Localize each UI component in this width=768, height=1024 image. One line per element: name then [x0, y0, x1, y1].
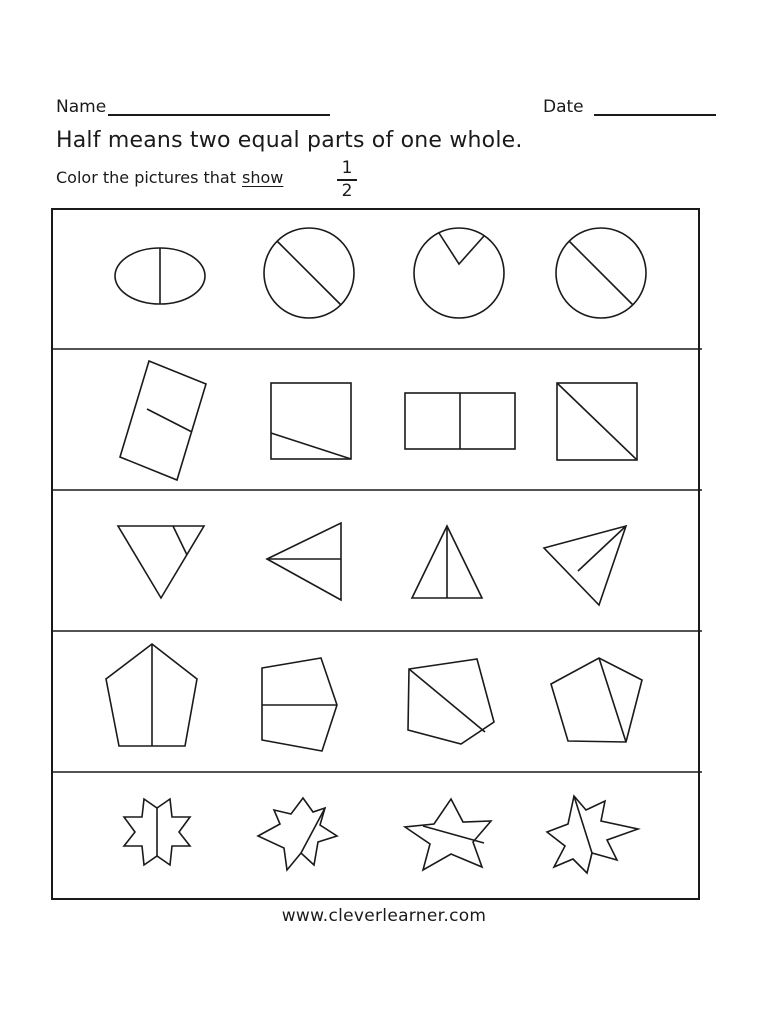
name-field-line[interactable] [108, 114, 330, 116]
pentagon-halves-shape[interactable] [106, 644, 197, 746]
pentagon-horizontal-shape[interactable] [262, 658, 337, 751]
eight-point-star-shape[interactable] [124, 799, 190, 865]
oval-halves-shape[interactable] [115, 248, 205, 304]
fraction-denominator: 2 [341, 181, 353, 201]
eight-point-star-cut-shape[interactable] [547, 796, 638, 873]
shapes-canvas [53, 210, 702, 902]
triangle-tilted-shape[interactable] [544, 526, 626, 605]
rectangle-halves-shape[interactable] [405, 393, 515, 449]
instruction-main: Color the pictures that [56, 168, 236, 187]
shapes-grid [51, 208, 700, 900]
worksheet-title: Half means two equal parts of one whole. [56, 128, 523, 153]
instruction-text [56, 168, 283, 187]
square-slanted-shape[interactable] [271, 383, 351, 459]
name-label: Name [56, 97, 107, 117]
triangle-up-halves-shape[interactable] [412, 526, 482, 598]
website-footer: www.cleverlearner.com [281, 906, 487, 926]
fraction-numerator: 1 [341, 158, 353, 178]
triangle-left-shape[interactable] [267, 523, 341, 600]
triangle-down-shape[interactable] [118, 526, 204, 598]
date-field-line[interactable] [594, 114, 716, 116]
date-label: Date [543, 97, 584, 117]
pentagon-uneven-shape[interactable] [551, 658, 642, 742]
square-diagonal-shape[interactable] [557, 383, 637, 460]
circle-wedge-shape[interactable] [414, 228, 504, 318]
instruction-underlined-word: show [242, 168, 284, 187]
pentagon-diagonal-shape[interactable] [408, 659, 494, 744]
circle-chord-shape[interactable] [264, 228, 354, 318]
five-point-star-shape[interactable] [405, 799, 491, 870]
six-point-star-shape[interactable] [258, 798, 337, 870]
rotated-rectangle-shape[interactable] [120, 361, 206, 480]
circle-chord-shape[interactable] [556, 228, 646, 318]
one-half-fraction [336, 160, 358, 200]
